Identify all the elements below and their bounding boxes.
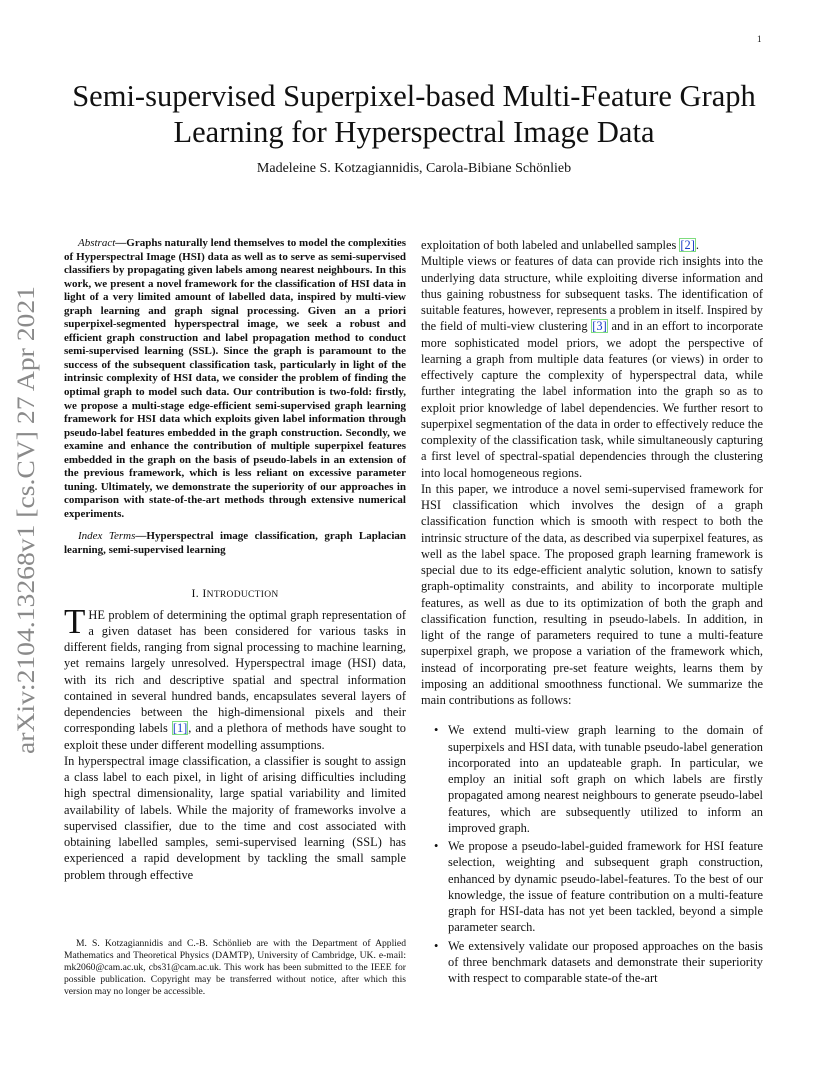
right-p2-text-b: and in an effort to incorporate more sophisticated model priors, we adopt the perspective of learning a graph from multiple data features (or views) in order to effectively capture the complexity of hyperspectral data, while further integrating the label information into the graph so as to exploit prior knowledge of label dependencies. We further resort to superpixel segmentation of the data in order to effectively reduce the complexity of the classification task, while simultaneously capturing a first level of spectral-spatial dependencies through the clustering into local homogeneous regions.: [421, 319, 763, 480]
section-number: I.: [191, 585, 200, 600]
left-column: [64, 237, 406, 883]
index-terms: [64, 530, 406, 557]
intro-paragraph-1: [64, 601, 406, 753]
abstract-lead: Abstract: [78, 237, 116, 249]
page-number: 1: [757, 34, 762, 44]
contribution-item: • We propose a pseudo-label-guided framework for HSI feature selection, weighting and subsequent graph construction, enhanced by dynamic pseudo-label-features. To the best of our knowledge, the issue of feature contribution on a multi-feature graph for HSI-data has not yet been tackled, beyond a simple parameter search.: [421, 838, 763, 936]
paper-title: Semi-supervised Superpixel-based Multi-Feature Graph Learning for Hyperspectral Image Data: [72, 79, 756, 149]
right-p1-text-a: exploitation of both labeled and unlabelled samples: [421, 238, 680, 252]
section-initial: I: [202, 585, 207, 600]
section-heading-introduction: [64, 586, 406, 601]
index-terms-text: —Hyperspectral image classification, graph Laplacian learning, semi-supervised learning: [64, 530, 406, 557]
section-title-rest: NTRODUCTION: [206, 589, 279, 600]
intro-paragraph-2: In hyperspectral image classification, a classifier is sought to assign a class label to each pixel, in light of arising difficulties including high spectral dimensionality, large spatial variability and limited availability of labels. While the majority of frameworks involve a supervised classifier, due to the time and cost associated with obtaining labelled samples, semi-supervised learning (SSL) has experienced a rapid development by tackling the small sample problem through effective: [64, 753, 406, 882]
index-terms-lead: Index Terms: [78, 530, 136, 543]
citation-link-3[interactable]: [3]: [592, 319, 607, 334]
right-paragraph-1: [421, 237, 763, 253]
right-column: [421, 237, 763, 988]
intro-p1-text-a: HE problem of determining the optimal graph representation of a given dataset has been considered for various tasks in different fields, ranging from signal processing to machine learning, yet remains largely unresolved. Hyperspectral image (HSI) data, with its rich and descriptive spatial and spectral information contained in several hundred bands, encapsulates several layers of dependencies between the high-dimensional pixels and their corresponding labels: [64, 607, 406, 736]
right-p1-text-b: .: [695, 238, 699, 252]
right-paragraph-3: In this paper, we introduce a novel semi-supervised framework for HSI classification which involves the design of a graph classification function which is smooth with respect to both the intrinsic structure of the data, as described via superpixel features, as well as the label space. The proposed graph learning framework is special due to its edge-efficient analytic solution, known to satisfy graph-optimality constraints, and ability to incorporate multiple features, as well as due to its optimization of both the graph and classification function, resulting in pseudo-labels. In addition, in light of the range of parameters required to tune a multi-feature superpixel graph, we propose a variation of the framework which, instead of incorporating pre-set feature weights, learns them by imposing an additional smoothness functional. We summarize the main contributions as follows:: [421, 481, 763, 707]
contributions-list: [421, 722, 763, 986]
citation-link-1[interactable]: [1]: [172, 721, 188, 736]
right-p2-text-a: Multiple views or features of data can provide rich insights into the underlying data structure, while exploiting diverse information and thus gaining robustness for subsequent tasks. The identification of suitable features, however, represents a problem in itself. Inspired by the field of multi-view clustering: [421, 254, 763, 334]
arxiv-stamp-text: arXiv:2104.13268v1 [cs.CV] 27 Apr 2021: [13, 330, 40, 754]
abstract-text: —Graphs naturally lend themselves to model the complexities of Hyperspectral Image (HSI) data as well as to serve as semi-supervised classifiers by propagating given labels among nearest neighbours. In this work, we present a novel framework for the classification of HSI data in light of a very limited amount of labelled data, inspired by multi-view graph learning and graph signal processing. Given an a priori superpixel-segmented hyperspectral image, we seek a robust and efficient graph construction and label propagation method to conduct semi-supervised learning (SSL). Since the graph is paramount to the success of the subsequent classification task, particularly in light of the intrinsic complexity of HSI data, we consider the problem of finding the optimal graph to model such data. Our contribution is two-fold: firstly, we propose a multi-stage edge-efficient semi-supervised graph learning framework for HSI data which exploits given label information through pseudo-label features embedded in the graph construction. Secondly, we examine and enhance the contribution of multiple superpixel features embedded in the graph on the basis of pseudo-labels in an extension of the previous framework, which is less reliant on excessive parameter tuning. Ultimately, we demonstrate the superiority of our approaches in comparison with state-of-the-art methods through extensive numerical experiments.: [64, 237, 406, 520]
contribution-item: • We extend multi-view graph learning to the domain of superpixels and HSI data, with tunable pseudo-label generation incorporated into an updateable graph. In particular, we employ an initial soft graph on which labels are firstly propagated among nearest neighbours to generate pseudo-label features, which are subsequently utilized to inform an improved graph.: [421, 722, 763, 836]
arxiv-stamp-graphic: [2, 285, 42, 755]
drop-cap: T: [64, 601, 86, 641]
citation-link-2[interactable]: [2]: [680, 238, 695, 252]
right-paragraph-2: [421, 253, 763, 481]
contribution-item: • We extensively validate our proposed approaches on the basis of three benchmark datasets and demonstrate their superiority with respect to comparable state-of the-art: [421, 938, 763, 987]
abstract: [64, 237, 406, 521]
author-footnote: [64, 938, 406, 998]
footnote-text: M. S. Kotzagiannidis and C.-B. Schönlieb are with the Department of Applied Mathematics and Theoretical Physics (DAMTP), University of Cambridge, UK. e-mail: mk2060@cam.ac.uk, cbs31@cam.ac.uk. This work has been submitted to the IEEE for possible publication. Copyright may be transferred without notice, after which this version may no longer be accessible.: [64, 938, 406, 998]
arxiv-identifier-stamp: [2, 285, 42, 755]
intro-p1-text-b: , and a plethora of methods have sought to exploit these under different modelling assumptions.: [64, 721, 406, 752]
paper-authors: Madeleine S. Kotzagiannidis, Carola-Bibiane Schönlieb: [256, 161, 572, 176]
